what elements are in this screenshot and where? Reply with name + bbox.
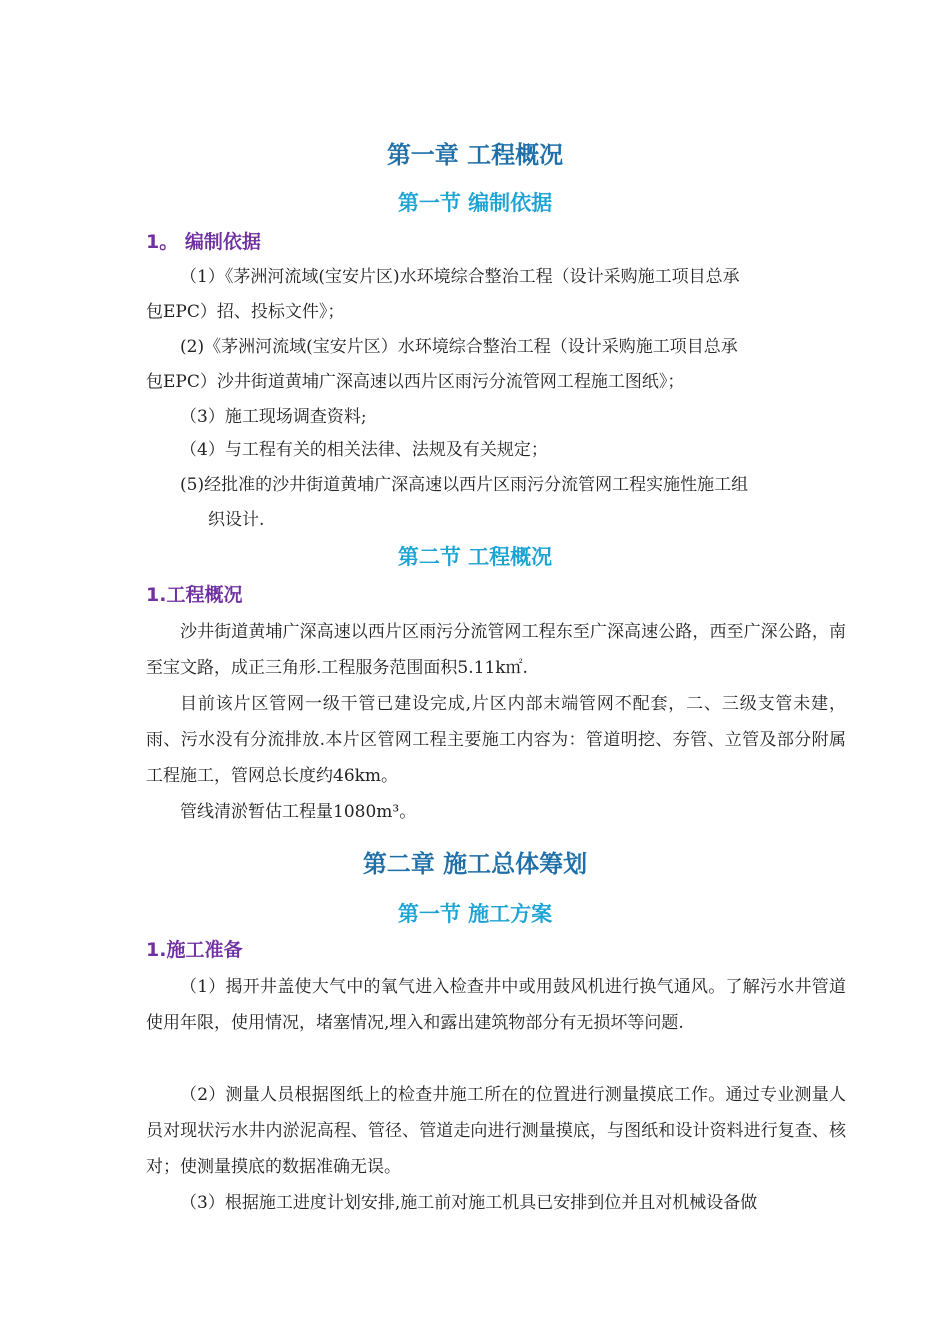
chapter-1-title: 第一章 工程概况 [386,141,564,169]
basis-item-4: （4）与工程有关的相关法律、法规及有关规定； [180,440,548,460]
basis-item-5-line-2: 织设计. [208,510,265,530]
basis-item-5-line-1: (5)经批准的沙井街道黄埔广深高速以西片区雨污分流管网工程实施性施工组 [180,475,749,495]
overview-paragraph-1: 沙井街道黄埔广深高速以西片区雨污分流管网工程东至广深高速公路，西至广深公路，南至宝文路，成正三角形.工程服务范围面积5.11k㎡. [146,622,846,678]
chapter-1-section-1-subheading: 1。 编制依据 [146,231,261,253]
preparation-paragraph-1: （1）揭开井盖使大气中的氧气进入检查井中或用鼓风机进行换气通风。了解污水井管道使用年限，使用情况，堵塞情况,埋入和露出建筑物部分有无损坏等问题. [146,977,846,1033]
basis-item-1-line-1: （1）《茅洲河流域(宝安片区)水环境综合整治工程（设计采购施工项目总承 [180,267,740,287]
basis-item-3: （3）施工现场调查资料; [180,407,367,427]
chapter-1-section-1-title: 第一节 编制依据 [397,191,553,215]
preparation-paragraph-2: （2）测量人员根据图纸上的检查井施工所在的位置进行测量摸底工作。通过专业测量人员对现状污水井内淤泥高程、管径、管道走向进行测量摸底，与图纸和设计资料进行复查、核对；使测量摸底的数据准确无误。 [146,1085,846,1177]
chapter-2-title: 第二章 施工总体筹划 [362,850,588,878]
chapter-1-section-2-title: 第二节 工程概况 [397,545,553,569]
basis-item-1-line-2: 包EPC）招、投标文件》； [146,302,345,322]
chapter-2-section-1-title: 第一节 施工方案 [397,902,553,926]
chapter-1-section-2-subheading: 1.工程概况 [146,584,243,606]
overview-paragraph-3: 管线清淤暂估工程量1080m³。 [180,802,417,822]
chapter-2-section-1-subheading: 1.施工准备 [146,939,243,961]
basis-item-2-line-1: (2)《茅洲河流域(宝安片区）水环境综合整治工程（设计采购施工项目总承 [180,337,738,357]
preparation-paragraph-3: （3）根据施工进度计划安排,施工前对施工机具已安排到位并且对机械设备做 [180,1193,758,1213]
overview-paragraph-2: 目前该片区管网一级干管已建设完成,片区内部末端管网不配套，二、三级支管未建，雨、污水没有分流排放.本片区管网工程主要施工内容为：管道明挖、夯管、立管及部分附属工程施工，管网总长度约46km。 [146,694,846,786]
basis-item-2-line-2: 包EPC）沙井街道黄埔广深高速以西片区雨污分流管网工程施工图纸》； [146,372,685,392]
